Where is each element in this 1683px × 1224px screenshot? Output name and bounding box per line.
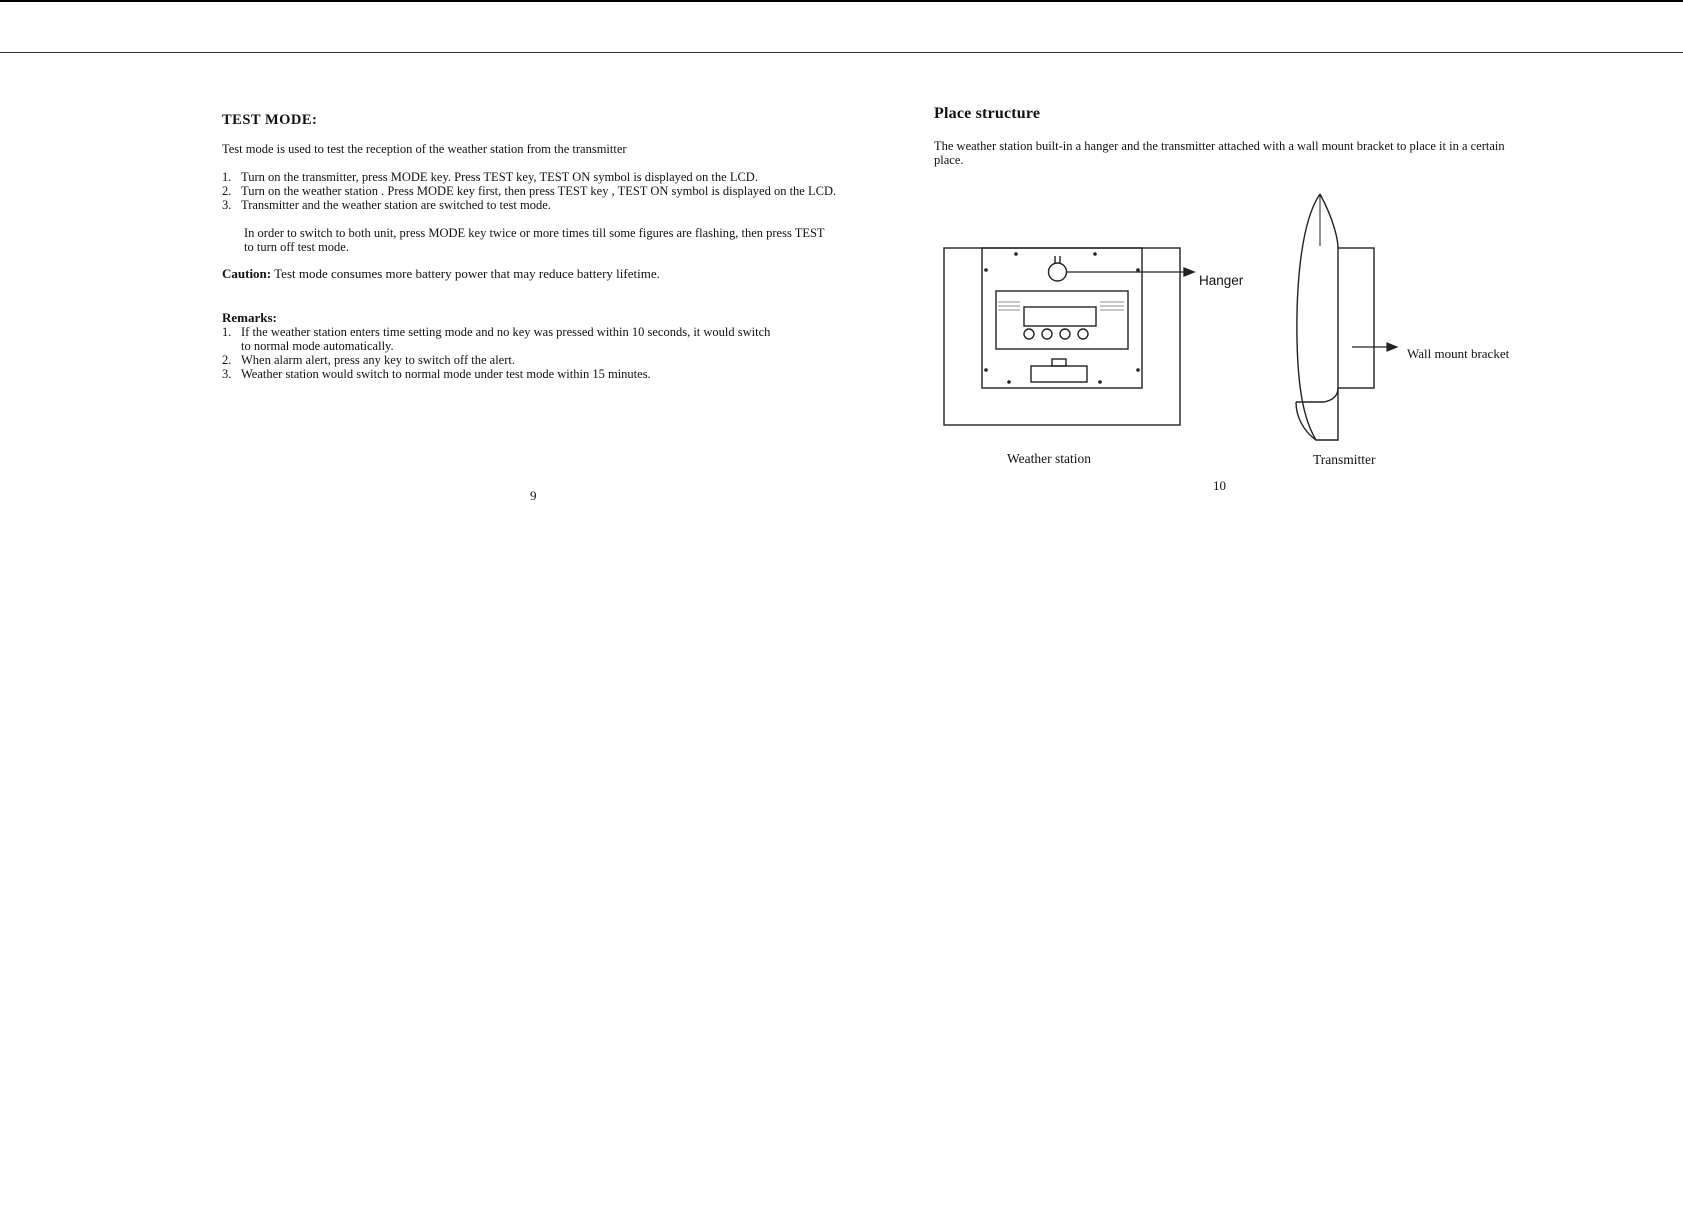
bracket-curve-top [1320, 194, 1338, 248]
battery-latch [1052, 359, 1066, 366]
transmitter-body [1338, 248, 1374, 388]
page-number-right: 10 [1213, 478, 1226, 493]
remark-text: When alarm alert, press any key to switch off the alert. [241, 353, 515, 367]
step-number: 3. [222, 198, 232, 212]
station-button [1078, 329, 1088, 339]
station-button [1060, 329, 1070, 339]
remark-item [222, 367, 782, 381]
step-number: 2. [222, 184, 232, 198]
station-button [1024, 329, 1034, 339]
step-item [222, 170, 862, 184]
test-mode-steps [222, 170, 862, 212]
remark-item [222, 353, 782, 367]
page-number-left: 9 [530, 488, 537, 503]
hanger-label: Hanger [1199, 273, 1244, 288]
test-mode-intro: Test mode is used to test the reception of the weather station from the transmitter [222, 142, 627, 156]
test-mode-note: In order to switch to both unit, press MODE key twice or more times till some figures are flashing, then press TEST to turn off test mode. [244, 226, 825, 254]
remark-number: 2. [222, 353, 232, 367]
remark-number: 1. [222, 325, 232, 339]
remarks-label: Remarks: [222, 310, 277, 325]
left-page [222, 112, 862, 381]
station-inner-panel [982, 248, 1142, 388]
remarks-list [222, 325, 782, 381]
remark-text: Weather station would switch to normal mode under test mode within 15 minutes. [241, 367, 651, 381]
station-button [1042, 329, 1052, 339]
step-text: Transmitter and the weather station are switched to test mode. [241, 198, 551, 212]
remark-number: 3. [222, 367, 232, 381]
step-item [222, 184, 862, 198]
test-mode-title: TEST MODE: [222, 112, 318, 128]
place-structure-title: Place structure [934, 105, 1041, 122]
place-structure-intro: The weather station built-in a hanger and the transmitter attached with a wall mount bracket to place it in a certain place. [934, 139, 1505, 167]
station-outer-frame [944, 248, 1180, 425]
caution-paragraph [222, 267, 862, 281]
step-text: Turn on the weather station . Press MODE key first, then press TEST key , TEST ON symbol is displayed on the LCD. [241, 184, 837, 198]
top-border [0, 0, 1683, 2]
battery-cover [1031, 366, 1087, 382]
header-rule [0, 52, 1683, 53]
remark-text: If the weather station enters time setting mode and no key was pressed within 10 seconds, it would switch to normal mode automatically. [241, 325, 771, 353]
weather-station-drawing [944, 248, 1180, 425]
hanger-keyhole [1049, 263, 1067, 281]
station-lcd [1024, 307, 1096, 326]
caption-transmitter: Transmitter [1313, 452, 1376, 467]
mounting-figure [934, 190, 1574, 480]
caution-label: Caution: [222, 266, 272, 281]
step-item [222, 198, 862, 212]
hanger-callout-arrow [1066, 268, 1194, 276]
station-display-housing [996, 291, 1128, 349]
transmitter-drawing [1296, 194, 1374, 440]
right-page [934, 105, 1554, 167]
caption-weather-station: Weather station [1007, 451, 1092, 466]
step-number: 1. [222, 170, 232, 184]
caution-text: Test mode consumes more battery power that may reduce battery lifetime. [274, 266, 660, 281]
bracket-curve-outer [1297, 194, 1320, 440]
remark-item [222, 325, 782, 353]
bracket-base [1296, 388, 1338, 440]
step-text: Turn on the transmitter, press MODE key. Press TEST key, TEST ON symbol is displayed on the LCD. [241, 170, 758, 184]
wall-mount-bracket-label: Wall mount bracket [1407, 346, 1510, 361]
